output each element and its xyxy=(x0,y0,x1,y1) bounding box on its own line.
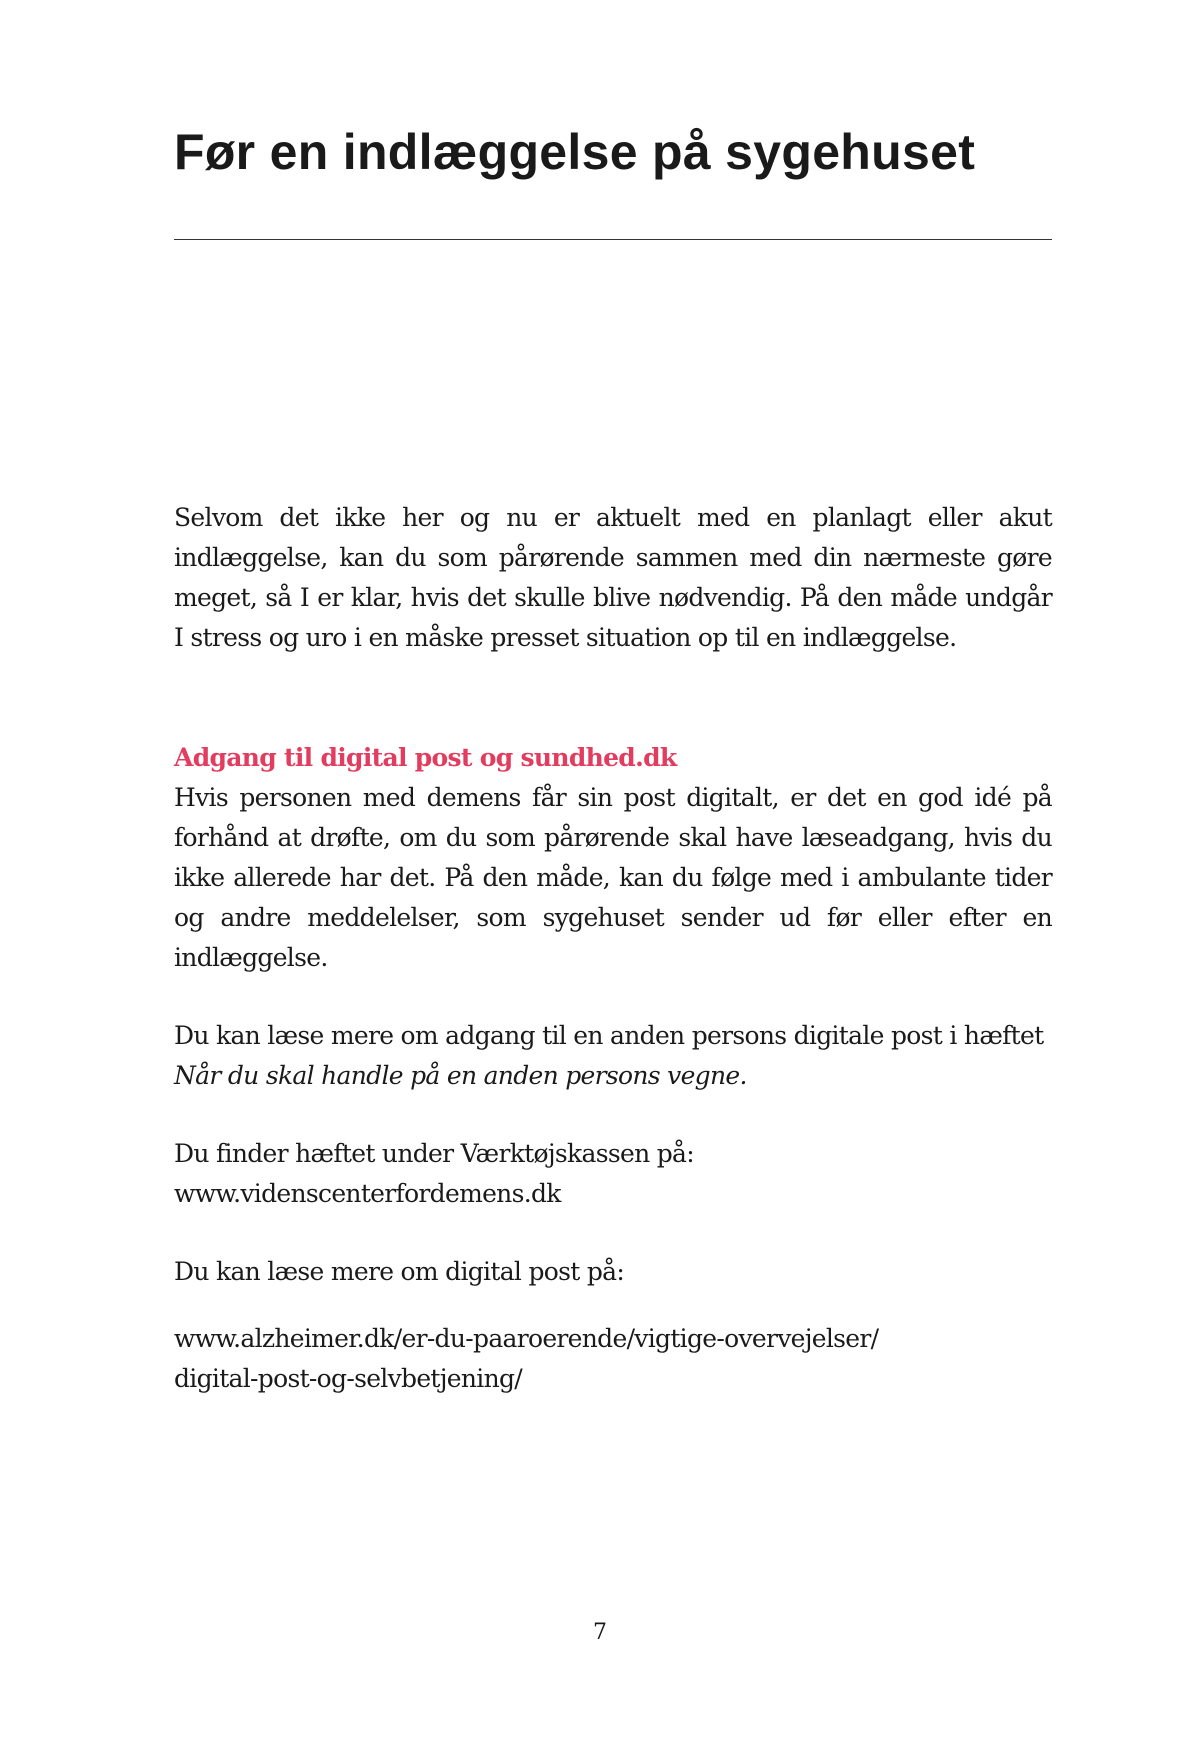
title-divider xyxy=(174,239,1052,240)
digital-post-intro: Du kan læse mere om digital post på: xyxy=(174,1257,625,1286)
find-booklet-paragraph xyxy=(174,1134,1052,1214)
intro-paragraph: Selvom det ikke her og nu er aktuelt med en planlagt eller akut indlæggelse, kan du som pårørende sammen med din nærmeste gøre meget, så I er klar, hvis det skulle blive nødvendig. På den måde undgår I stress og uro i en måske presset situation op til en indlæggelse. xyxy=(174,503,1052,652)
videnscenter-link[interactable]: www.videnscenterfordemens.dk xyxy=(174,1179,561,1208)
page-title: Før en indlæggelse på sygehuset xyxy=(174,124,976,180)
section-body-paragraph: Hvis personen med demens får sin post digitalt, er det en god idé på forhånd at drøfte, om du som pårørende skal have læseadgang, hvis du ikke allerede har det. På den måde, kan du følge med i ambulante tider og andre meddelelser, som sygehuset sender ud før eller efter en indlæggelse. xyxy=(174,783,1052,972)
page-content xyxy=(174,498,1052,1399)
page-number: 7 xyxy=(593,1620,607,1645)
read-more-paragraph xyxy=(174,1016,1052,1096)
digital-post-link-paragraph xyxy=(174,1319,1052,1399)
booklet-title: Når du skal handle på en anden persons vegne. xyxy=(174,1061,747,1090)
alzheimer-link-line2[interactable]: digital-post-og-selvbetjening/ xyxy=(174,1364,523,1393)
find-booklet-text: Du finder hæftet under Værktøjskassen på: xyxy=(174,1139,694,1168)
alzheimer-link-line1[interactable]: www.alzheimer.dk/er-du-paaroerende/vigtige-overvejelser/ xyxy=(174,1324,879,1353)
read-more-text: Du kan læse mere om adgang til en anden persons digitale post i hæftet xyxy=(174,1021,1044,1050)
section-heading: Adgang til digital post og sundhed.dk xyxy=(174,743,677,772)
